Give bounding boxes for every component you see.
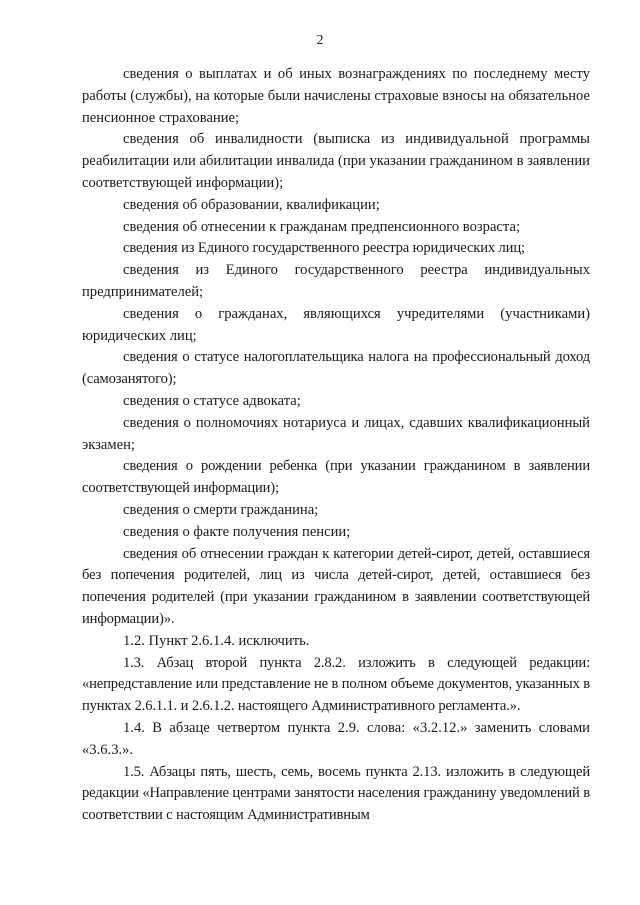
paragraph-disability: сведения об инвалидности (выписка из индивидуальной программы реабилитации или абилитации инвалида (при указании гражданином в заявлении соответствующей информации); (82, 131, 590, 191)
paragraph-payments: сведения о выплатах и об иных вознаграждениях по последнему месту работы (службы), на которые были начислены страховые взносы на обязательное пенсионное страхование; (82, 66, 590, 126)
paragraph-item-1-2: 1.2. Пункт 2.6.1.4. исключить. (123, 632, 310, 649)
paragraph-legal-entities-register: сведения из Единого государственного реестра юридических лиц; (123, 240, 525, 257)
paragraph-self-employed: сведения о статусе налогоплательщика налога на профессиональный доход (самозанятого); (82, 349, 590, 388)
paragraph-item-1-3: 1.3. Абзац второй пункта 2.8.2. изложить в следующей редакции: «непредставление или представление не в полном объеме документов, указанных в пунктах 2.6.1.1. и 2.6.1.2. настоящего Административного регламента.». (82, 654, 590, 715)
paragraph-orphans: сведения об отнесении граждан к категории детей-сирот, детей, оставшиеся без попечения родителей, лиц из числа детей-сирот, детей, оставшиеся без попечения родителей (при указании гражданином в заявлении соответствующей информации)». (82, 545, 590, 627)
paragraph-pension: сведения о факте получения пенсии; (123, 523, 351, 540)
paragraph-notary: сведения о полномочиях нотариуса и лицах, сдавших квалификационный экзамен; (82, 414, 590, 453)
paragraph-death: сведения о смерти гражданина; (123, 501, 319, 518)
paragraph-item-1-5: 1.5. Абзацы пять, шесть, семь, восемь пункта 2.13. изложить в следующей редакции «Направление центрами занятости населения гражданину уведомлений в соответствии с настоящим Административным (82, 763, 590, 824)
paragraph-education: сведения об образовании, квалификации; (123, 196, 380, 213)
paragraph-founders: сведения о гражданах, являющихся учредителями (участниками) юридических лиц; (82, 305, 590, 344)
paragraph-item-1-4: 1.4. В абзаце четвертом пункта 2.9. слова: «3.2.12.» заменить словами «3.6.3.». (82, 719, 590, 758)
paragraph-pre-pension: сведения об отнесении к гражданам предпенсионного возраста; (123, 218, 520, 235)
paragraph-lawyer-status: сведения о статусе адвоката; (123, 392, 301, 409)
document-body (82, 64, 590, 827)
paragraph-child-birth: сведения о рождении ребенка (при указании гражданином в заявлении соответствующей информации); (82, 458, 590, 497)
page-number: 2 (316, 33, 324, 48)
paragraph-entrepreneurs-register: сведения из Единого государственного реестра индивидуальных предпринимателей; (82, 262, 590, 300)
